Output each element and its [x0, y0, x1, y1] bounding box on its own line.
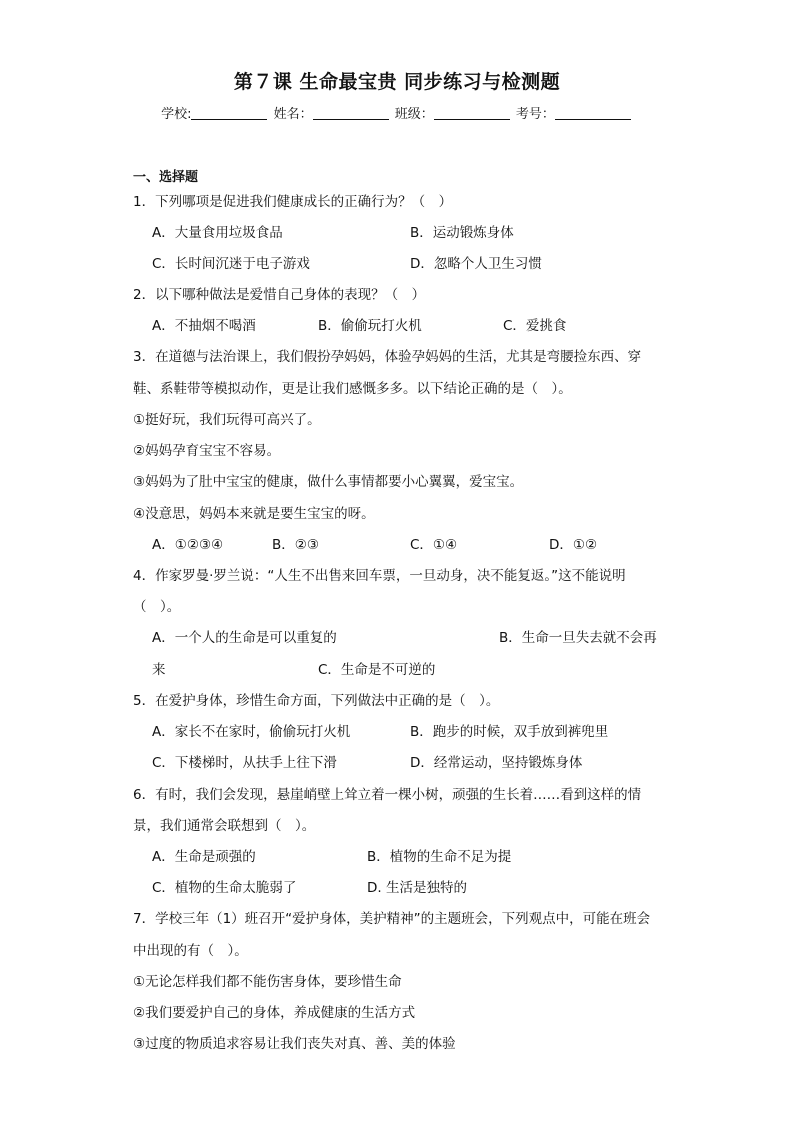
question-4-stem-line-1: 4．作家罗曼·罗兰说：“人生不出售来回车票，一旦动身，决不能复返。”这不能说明 [133, 568, 626, 584]
name-label: 姓名： [273, 107, 313, 122]
question-1-option-b[interactable]: B．运动锻炼身体 [410, 225, 514, 241]
school-label: 学校: [161, 107, 192, 122]
question-2-option-a[interactable]: A．不抽烟不喝酒 [152, 318, 256, 334]
question-3-stem-line-1: 3．在道德与法治课上，我们假扮孕妈妈，体验孕妈妈的生活，尤其是弯腰捡东西、穿 [133, 349, 642, 365]
page-title: 第７课 生命最宝贵 同步练习与检测题 [233, 71, 561, 93]
question-2-option-b[interactable]: B．偷偷玩打火机 [318, 318, 422, 334]
student-info-line [0, 103, 794, 122]
exam-number-blank[interactable] [555, 106, 631, 120]
school-blank[interactable] [191, 106, 267, 120]
question-5-stem: 5．在爱护身体，珍惜生命方面，下列做法中正确的是（ ）。 [133, 693, 500, 709]
question-6-stem-line-1: 6．有时，我们会发现，悬崖峭壁上耸立着一棵小树，顽强的生长着……看到这样的情 [133, 787, 642, 803]
question-6-option-c[interactable]: C．植物的生命太脆弱了 [152, 880, 297, 896]
question-4-option-c[interactable]: C．生命是不可逆的 [318, 662, 436, 678]
class-blank[interactable] [434, 106, 510, 120]
question-1-option-d[interactable]: D．忽略个人卫生习惯 [410, 256, 542, 272]
question-3-statement-2: ②妈妈孕育宝宝不容易。 [133, 443, 281, 459]
question-3-statement-4: ④没意思，妈妈本来就是要生宝宝的呀。 [133, 506, 375, 522]
question-3-statement-3: ③妈妈为了肚中宝宝的健康，做什么事情都要小心翼翼，爱宝宝。 [133, 474, 524, 490]
question-1-option-c[interactable]: C．长时间沉迷于电子游戏 [152, 256, 310, 272]
question-5-option-c[interactable]: C．下楼梯时，从扶手上往下滑 [152, 755, 337, 771]
question-7-statement-2: ②我们要爱护自己的身体，养成健康的生活方式 [133, 1005, 416, 1021]
question-6-option-b[interactable]: B．植物的生命不足为提 [367, 849, 512, 865]
question-6-option-a[interactable]: A．生命是顽强的 [152, 849, 256, 865]
class-label: 班级： [394, 107, 434, 122]
question-2-stem: 2．以下哪种做法是爱惜自己身体的表现？（ ） [133, 287, 426, 303]
question-4-option-b-wrap[interactable]: 来 [152, 662, 166, 678]
question-1-stem: 1．下列哪项是促进我们健康成长的正确行为？（ ） [133, 194, 453, 210]
question-3-option-a[interactable]: A．①②③④ [152, 537, 224, 553]
question-7-statement-3: ③过度的物质追求容易让我们丧失对真、善、美的体验 [133, 1036, 456, 1052]
question-3-stem-line-2: 鞋、系鞋带等模拟动作，更是让我们感慨多多。以下结论正确的是（ ）。 [133, 381, 572, 397]
name-blank[interactable] [313, 106, 389, 120]
question-2-option-c[interactable]: C．爱挑食 [503, 318, 567, 334]
question-4-stem-line-2: （ ）。 [133, 599, 181, 615]
question-5-option-a[interactable]: A．家长不在家时，偷偷玩打火机 [152, 724, 351, 740]
section-heading: 一、选择题 [133, 170, 199, 185]
question-3-statement-1: ①挺好玩，我们玩得可高兴了。 [133, 412, 321, 428]
question-7-stem-line-1: 7．学校三年（1）班召开“爱护身体，美护精神”的主题班会，下列观点中，可能在班会 [133, 911, 651, 927]
question-1-option-a[interactable]: A．大量食用垃圾食品 [152, 225, 283, 241]
question-4-option-a[interactable]: A．一个人的生命是可以重复的 [152, 630, 337, 646]
question-3-option-d[interactable]: D．①② [549, 537, 598, 553]
question-6-option-d[interactable]: D. 生活是独特的 [367, 880, 467, 896]
question-5-option-d[interactable]: D．经常运动，坚持锻炼身体 [410, 755, 583, 771]
exam-number-label: 考号： [515, 107, 555, 122]
question-5-option-b[interactable]: B．跑步的时候，双手放到裤兜里 [410, 724, 609, 740]
question-6-stem-line-2: 景，我们通常会联想到（ ）。 [133, 818, 316, 834]
question-3-option-b[interactable]: B．②③ [272, 537, 319, 553]
question-7-statement-1: ①无论怎样我们都不能伤害身体，要珍惜生命 [133, 974, 402, 990]
question-3-option-c[interactable]: C．①④ [410, 537, 458, 553]
question-4-option-b[interactable]: B．生命一旦失去就不会再 [499, 630, 657, 646]
question-7-stem-line-2: 中出现的有（ ）。 [133, 943, 248, 959]
